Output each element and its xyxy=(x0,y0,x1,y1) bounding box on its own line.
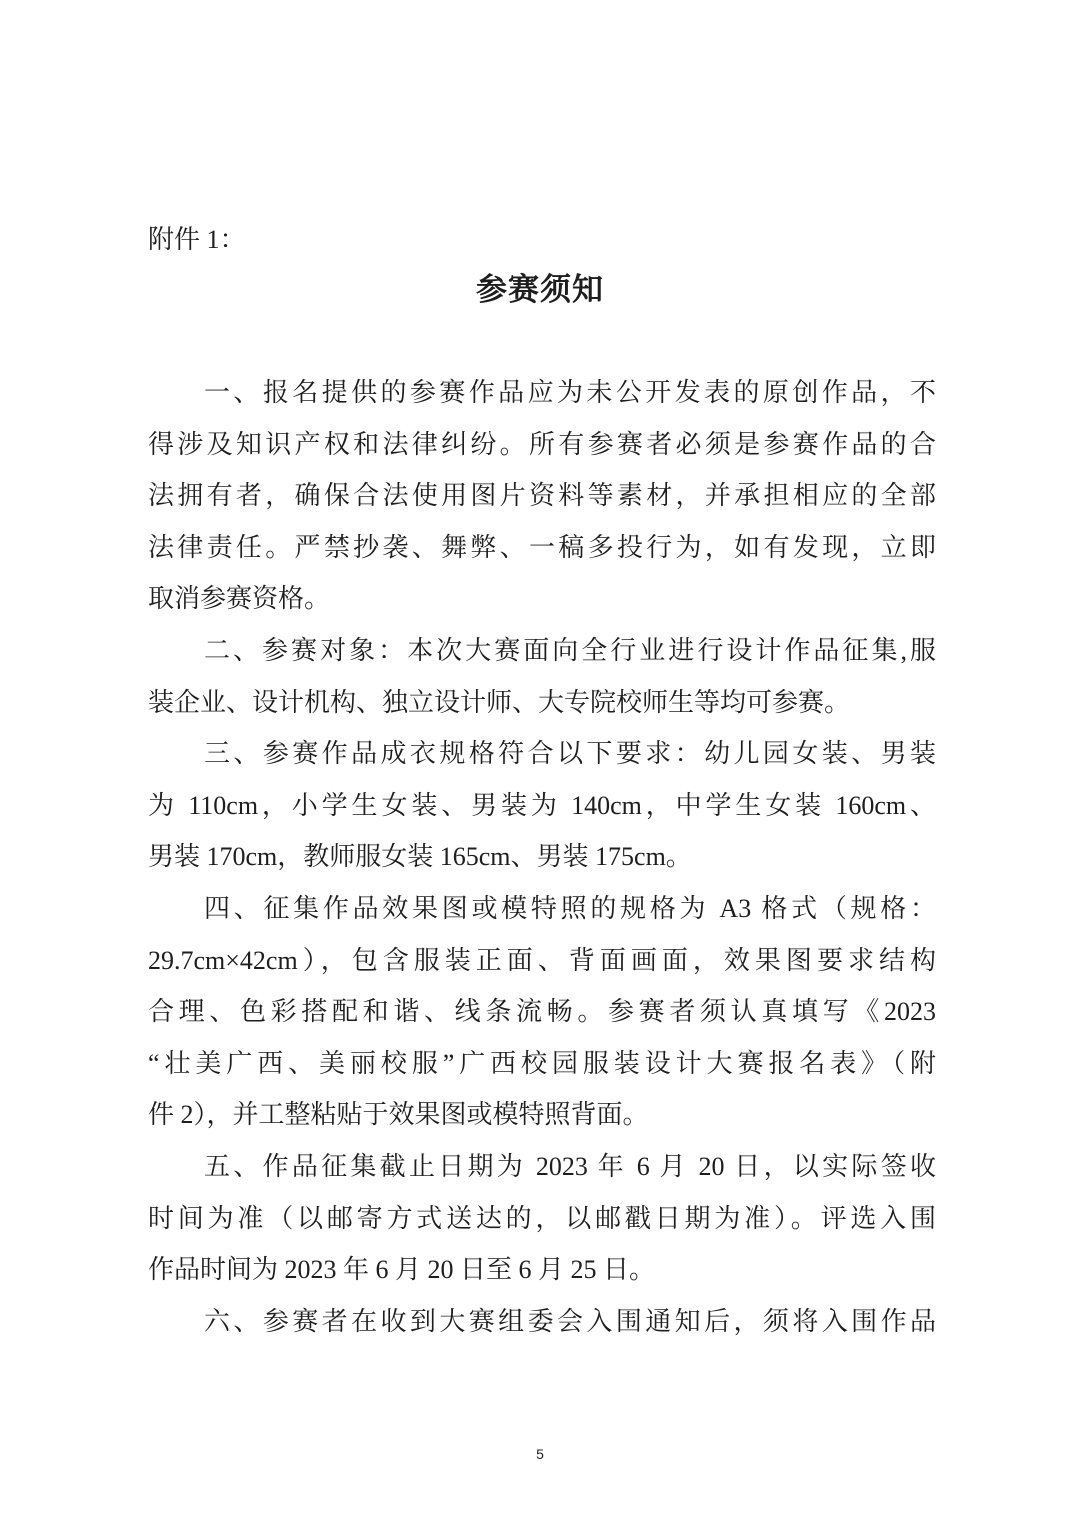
paragraph-line: 装企业、设计机构、独立设计师、大专院校师生等均可参赛。 xyxy=(148,687,851,717)
paragraph-line: 29.7cm×42cm），包含服装正面、背面画面，效果图要求结构 xyxy=(148,945,936,975)
paragraph-line: 作品时间为 2023 年 6 月 20 日至 6 月 25 日。 xyxy=(148,1255,656,1285)
paragraph xyxy=(148,625,936,728)
paragraph-line: 取消参赛资格。 xyxy=(148,584,331,614)
paragraph xyxy=(148,1141,936,1296)
document-title: 参赛须知 xyxy=(476,272,604,307)
paragraph-line: 男装 170cm，教师服女装 165cm、男装 175cm。 xyxy=(148,842,692,872)
paragraph-line: 四、征集作品效果图或模特照的规格为 A3 格式（规格： xyxy=(204,893,936,923)
paragraph-line: 二、参赛对象：本次大赛面向全行业进行设计作品征集,服 xyxy=(204,635,936,665)
paragraph-line: “壮美广西、美丽校服”广西校园服装设计大赛报名表》（附 xyxy=(148,1048,936,1078)
paragraph-line: 得涉及知识产权和法律纠纷。所有参赛者必须是参赛作品的合 xyxy=(148,429,936,459)
paragraph xyxy=(148,728,936,883)
paragraph-line: 法拥有者，确保合法使用图片资料等素材，并承担相应的全部 xyxy=(148,481,936,511)
paragraph-line: 一、报名提供的参赛作品应为未公开发表的原创作品，不 xyxy=(204,378,936,407)
paragraph-line: 法律责任。严禁抄袭、舞弊、一稿多投行为，如有发现，立即 xyxy=(148,532,936,562)
paragraph-line: 为 110cm，小学生女装、男装为 140cm，中学生女装 160cm、 xyxy=(148,790,936,820)
paragraph-line: 时间为准（以邮寄方式送达的，以邮戳日期为准）。评选入围 xyxy=(148,1203,936,1233)
paragraph xyxy=(148,883,936,1141)
paragraph-line: 件 2），并工整粘贴于效果图或模特照背面。 xyxy=(148,1100,649,1130)
paragraph xyxy=(148,1296,936,1348)
paragraph-line: 六、参赛者在收到大赛组委会入围通知后，须将入围作品 xyxy=(204,1306,936,1336)
document-body xyxy=(148,367,936,1347)
paragraph-line: 合理、色彩搭配和谐、线条流畅。参赛者须认真填写《2023 xyxy=(148,997,936,1027)
paragraph-line: 五、作品征集截止日期为 2023 年 6 月 20 日，以实际签收 xyxy=(204,1151,936,1181)
attachment-label: 附件 1： xyxy=(148,225,246,254)
paragraph-line: 三、参赛作品成衣规格符合以下要求：幼儿园女装、男装 xyxy=(204,739,936,769)
paragraph xyxy=(148,367,936,625)
page-number: 5 xyxy=(536,1446,544,1462)
